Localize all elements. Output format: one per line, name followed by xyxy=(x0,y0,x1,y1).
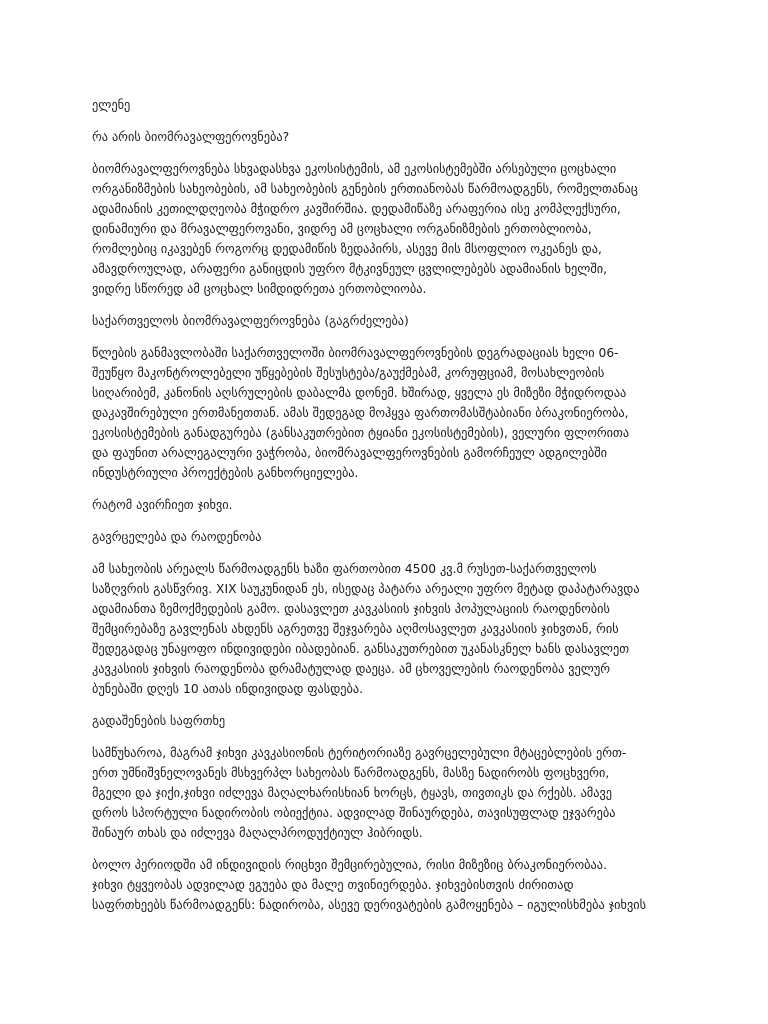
paragraph-line: ბიომრავალფეროვნება სხვადასხვა ეკოსისტემის, ამ ეკოსისტემებში არსებული ცოცხალი xyxy=(92,162,617,176)
paragraph-line: დინამიური და მრავალფეროვანი, ვიდრე ამ ცოცხალი ორგანიზმების ერთობლიობა, xyxy=(92,222,592,236)
paragraph-biodiversity xyxy=(92,159,692,299)
paragraph-line: ამ სახეობის არეალს წარმოადგენს ხაზი ფართობით 4500 კვ.მ რუსეთ-საქართველოს xyxy=(92,562,597,576)
paragraph-distribution xyxy=(92,559,692,699)
paragraph-line: საფრთხეებს წარმოადგენს: ნადირობა, ასევე დერივატების გამოყენება – იგულისხმება ჯიხვის xyxy=(92,898,647,912)
paragraph-line: ვიდრე სწორედ ამ ცოცხალ სიმდიდრეთა ერთობლიობა. xyxy=(92,282,427,296)
heading-line: გადაშენების საფრთხე xyxy=(92,714,226,728)
paragraph-line: კავკასიის ჯიხვის რაოდენობა დრამატულად დაეცა. ამ ცხოველების რაოდენობა ველურ xyxy=(92,662,611,676)
paragraph-line: შინაურ თხას და იძლევა მაღალპროდუქტიულ ჰიბრიდს. xyxy=(92,826,423,840)
question-line: რა არის ბიომრავალფეროვნება? xyxy=(92,130,290,144)
heading-line: გავრცელება და რაოდენობა xyxy=(92,530,262,544)
paragraph-line: სიღარიბემ, კანონის აღსრულების დაბალმა დონემ. ხშირად, ყველა ეს მიზეზი მჭიდროდაა xyxy=(92,386,627,400)
paragraph-line: სამწუხაროა, მაგრამ ჯიხვი კავკასიონის ტერიტორიაზე გავრცელებული მტაცებლების ერთ- xyxy=(92,746,627,760)
paragraph-line: წლების განმავლობაში საქართველოში ბიომრავალფეროვნების დეგრადაციას ხელი 06- xyxy=(92,346,619,360)
paragraph-degradation xyxy=(92,343,692,483)
heading-line: საქართველოს ბიომრავალფეროვნება (გაგრძელება) xyxy=(92,314,409,328)
paragraph-line: და ფაუნით არალეგალური ვაჭრობა, ბიომრავალფეროვნების გამორჩეულ ადგილებში xyxy=(92,446,607,460)
section-heading-extinction-threat xyxy=(92,711,692,731)
paragraph-line: დაკავშირებული ერთმანეთთან. ამას შედეგად მოჰყვა ფართომასშტაბიანი ბრაკონიერობა, xyxy=(92,406,629,420)
question-heading xyxy=(92,127,692,147)
paragraph-line: მგელი და ჯიქი,ჯიხვი იძლევა მაღალხარისხიან ხორცს, ტყავს, თივთიკს და რქებს. ამავე xyxy=(92,786,613,800)
paragraph-line: ერთ უმნიშვნელოვანეს მსხვერპლ სახეობას წარმოადგენს, მასზე ნადირობს ფოცხვერი, xyxy=(92,766,610,780)
heading-line: რატომ ავირჩიეთ ჯიხვი. xyxy=(92,498,233,512)
paragraph-line: რომლებიც იკავებენ როგორც დედამიწის ზედაპირს, ასევე მის მსოფლიო ოკეანეს და, xyxy=(92,242,602,256)
paragraph-line: ადამიანის კეთილდღეობა მჭიდრო კავშირშია. დედამიწაზე არაფერია ისე კომპლექსური, xyxy=(92,202,621,216)
document-page xyxy=(92,95,692,915)
title-line: ელენე xyxy=(92,98,131,112)
paragraph-line: ეკოსისტემების განადგურება (განსაკუთრებით ტყიანი ეკოსისტემების), ველური ფლორითა xyxy=(92,426,630,440)
section-heading-why-tur xyxy=(92,495,692,515)
paragraph-line: ჯიხვი ტყვეობას ადვილად ეგუება და მალე თვინიერდება. ჯიხვებისთვის ძირითად xyxy=(92,878,574,892)
paragraph-predators xyxy=(92,743,692,843)
paragraph-line: ინდუსტრიული პროექტების განხორციელება. xyxy=(92,466,359,480)
paragraph-line: დროს სპორტული ნადირობის ობიექტია. ადვილად შინაურდება, თავისუფლად ეჯვარება xyxy=(92,806,616,820)
paragraph-line: ორგანიზმების სახეობების, ამ სახეობების გენების ერთიანობას წარმოადგენს, რომელთანაც xyxy=(92,182,638,196)
paragraph-poaching xyxy=(92,855,692,915)
paragraph-line: შედეგადაც უნაყოფო ინდივიდები იბადებიან. განსაკუთრებით უკანასკნელ ხანს დასავლეთ xyxy=(92,642,630,656)
section-heading-georgia-biodiversity xyxy=(92,311,692,331)
paragraph-line: ადამიანთა ზემოქმედების გამო. დასავლეთ კავკასიის ჯიხვის პოპულაციის რაოდენობის xyxy=(92,602,610,616)
paragraph-line: ბუნებაში დღეს 10 ათას ინდივიდად ფასდება. xyxy=(92,682,364,696)
document-title xyxy=(92,95,692,115)
section-heading-distribution xyxy=(92,527,692,547)
paragraph-line: შემცირებაზე გავლენას ახდენს აგრეთვე შეჯვარება აღმოსავლეთ კავკასიის ჯიხვთან, რის xyxy=(92,622,619,636)
paragraph-line: შეუწყო მაკონტროლებელი უწყებების შესუსტება/გაუქმებამ, კორუფციამ, მოსახლეობის xyxy=(92,366,605,380)
paragraph-line: ბოლო პერიოდში ამ ინდივიდის რიცხვი შემცირებულია, რისი მიზეზიც ბრაკონიერობაა. xyxy=(92,858,607,872)
paragraph-line: საზღვრის გასწვრივ. XIX საუკუნიდან ეს, ისედაც პატარა არეალი უფრო მეტად დაპატარავდა xyxy=(92,582,640,596)
paragraph-line: ამავდროულად, არაფერი განიცდის უფრო მტკივნეულ ცვლილებებს ადამიანის ხელში, xyxy=(92,262,608,276)
